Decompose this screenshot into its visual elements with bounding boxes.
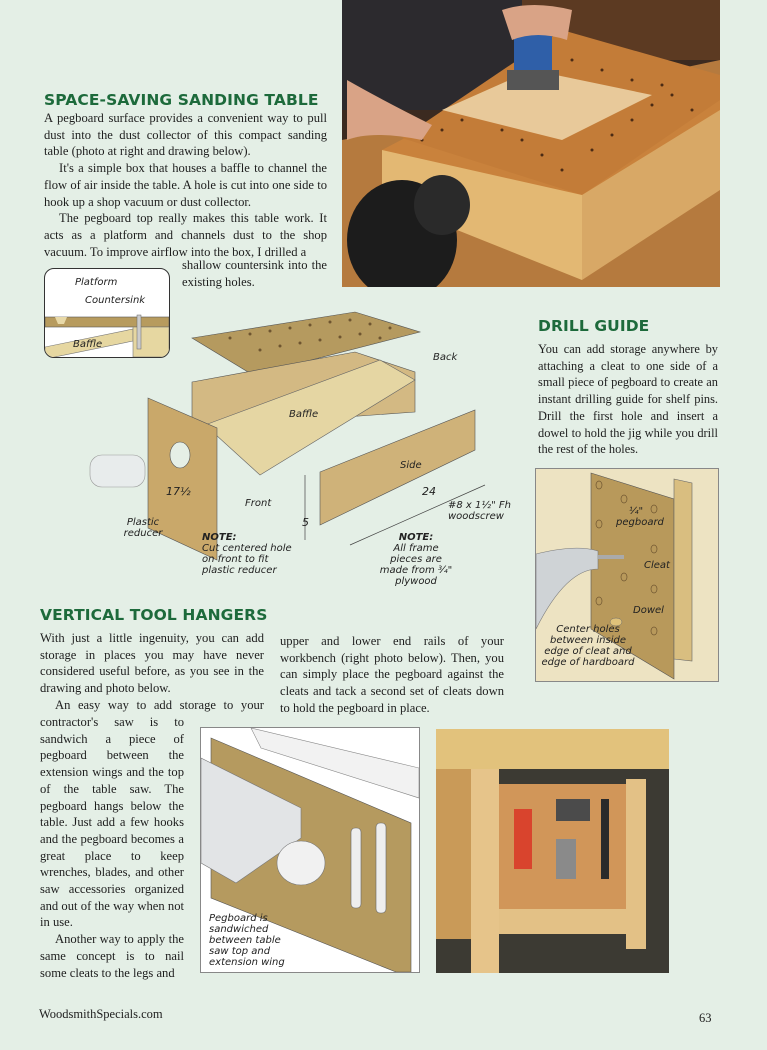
paragraph: A pegboard surface provides a convenient way to pull dust into the dust collector of this compact sanding table (photo at right and drawing below). xyxy=(44,111,327,159)
clamp-icon xyxy=(514,809,532,869)
note-front-hole xyxy=(202,532,292,576)
dimension-height: 5 xyxy=(302,516,309,529)
wrench-icon xyxy=(351,828,361,908)
cleat xyxy=(674,479,692,661)
footer-website: WoodsmithSpecials.com xyxy=(39,1007,163,1021)
inset-label-countersink: Countersink xyxy=(85,295,146,306)
paragraph: With just a little ingenuity, you can add storage in places you may have never considered useful before, as you see in the drawing and photo below. xyxy=(40,631,264,696)
leg xyxy=(471,769,499,973)
label-center-holes: Center holes between inside edge of cleat and edge of hardboard xyxy=(541,624,635,668)
tool-hangers-narrow-column xyxy=(40,714,184,981)
note-title: NOTE: xyxy=(202,532,237,543)
heading-space-saving-sanding-table: SPACE-SAVING SANDING TABLE xyxy=(44,91,319,109)
label-woodscrew: #8 x 1½" Fh woodscrew xyxy=(448,500,511,522)
sanding-table-text xyxy=(44,110,327,260)
inset-label-baffle: Baffle xyxy=(73,339,103,350)
saw-blade xyxy=(277,841,325,885)
note-frame-pieces xyxy=(376,532,456,587)
paragraph: It's a simple box that houses a baffle to channel the flow of air inside the table. A hole is cut into one side to hook up a shop vacuum or dust collector. xyxy=(44,161,327,209)
label-dowel: Dowel xyxy=(633,605,664,616)
drill-guide-text xyxy=(538,341,718,458)
label-plastic-reducer: Plastic reducer xyxy=(123,517,163,539)
dimension-length: 24 xyxy=(422,485,436,498)
wrench-icon xyxy=(376,823,386,913)
saw-diagram-caption: Pegboard is sandwiched between table saw top and extension wing xyxy=(209,913,285,968)
paragraph: contractor's saw is to sandwich a piece of pegboard between the extension wings and the top of the table saw. The pegboard hangs below the table. Just add a few hooks and the pegboard becomes a great place to keep wrenches, blades, and other saw accessories organized and out of the way when not in use. xyxy=(40,715,184,930)
paragraph: The pegboard top really makes this table work. It acts as a platform and channels dust to the shop vacuum. To improve airflow into the box, I drilled a xyxy=(44,211,327,259)
workbench-photo-art xyxy=(436,729,669,973)
workbench-pegboard-photo xyxy=(436,729,669,973)
clamp-icon xyxy=(556,799,590,821)
note-text: Cut centered hole on front to fit plastic reducer xyxy=(202,543,292,576)
sanding-table-photo-art xyxy=(342,0,720,287)
label-baffle: Baffle xyxy=(289,409,319,420)
drill-guide-diagram xyxy=(535,468,719,682)
note-text: All frame pieces are made from ¾" plywood xyxy=(379,543,453,587)
label-cleat: Cleat xyxy=(644,560,670,571)
sanding-table-exploded-diagram xyxy=(80,300,520,585)
label-pegboard: ¼" pegboard xyxy=(616,506,664,528)
clamp-icon xyxy=(556,839,576,879)
label-side: Side xyxy=(400,460,422,471)
paragraph: You can add storage anywhere by attaching a cleat to one side of a small piece of pegboard to create an instant drilling guide for shelf pins. Drill the first hole and insert a dowel to hold the jig while you drill the rest of the holes. xyxy=(538,342,718,457)
sanding-table-text-continued xyxy=(182,257,327,290)
tool-hangers-column2 xyxy=(280,633,504,717)
tool-hangers-intro xyxy=(40,630,264,714)
sanding-table-photo xyxy=(342,0,720,287)
label-back: Back xyxy=(433,352,458,363)
plastic-reducer xyxy=(90,455,145,487)
paragraph: An easy way to add storage to your xyxy=(55,697,264,712)
table-saw-pegboard-diagram xyxy=(200,727,420,973)
paragraph-continuation: shallow countersink into the existing holes. xyxy=(182,258,327,289)
label-front: Front xyxy=(245,498,272,509)
paragraph: upper and lower end rails of your workbench (right photo below). Then, you can simply place the pegboard against the cleats and tack a second set of cleats down to hold the pegboard in place. xyxy=(280,634,504,715)
heading-vertical-tool-hangers: VERTICAL TOOL HANGERS xyxy=(40,606,268,624)
footer-page-number: 63 xyxy=(699,1011,712,1025)
heading-drill-guide: DRILL GUIDE xyxy=(538,317,650,335)
note-title: NOTE: xyxy=(398,532,434,543)
dimension-width: 17½ xyxy=(166,485,191,498)
paragraph: Another way to apply the same concept is to nail some cleats to the legs and xyxy=(40,932,184,980)
inset-label-platform: Platform xyxy=(75,277,118,288)
